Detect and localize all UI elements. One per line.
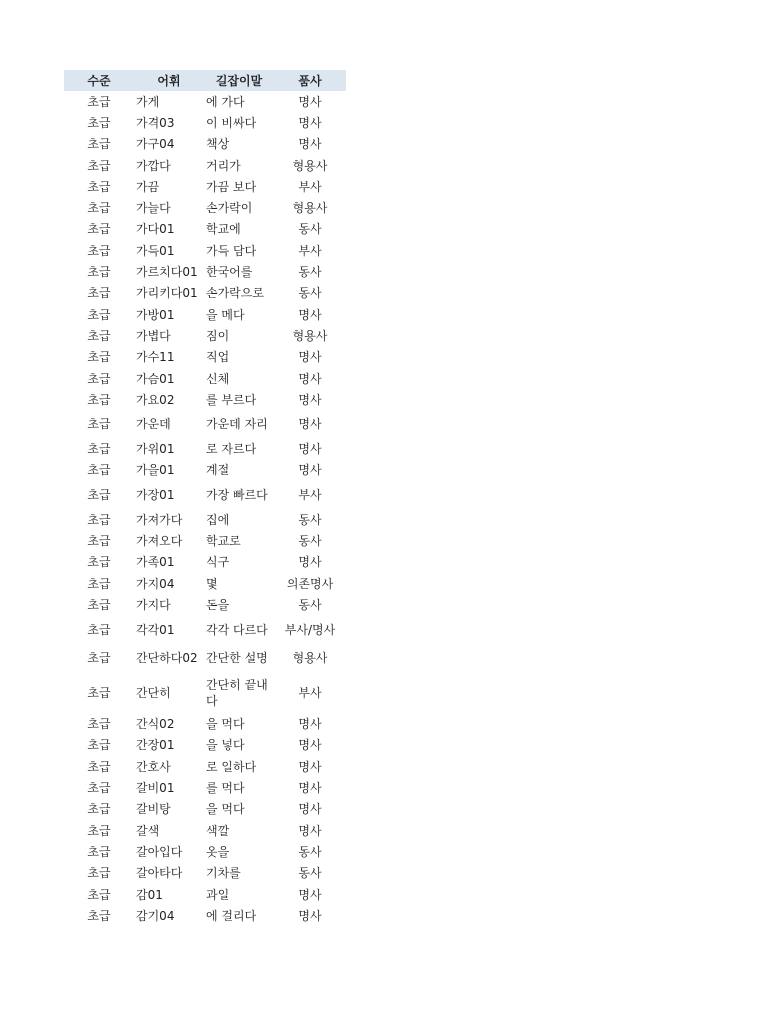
cell-word: 가을01	[136, 463, 175, 478]
cell-level: 초급	[87, 463, 111, 478]
cell-pos: 형용사	[292, 201, 328, 216]
table-row	[64, 91, 346, 112]
cell-word: 갈아타다	[136, 866, 183, 881]
cell-pos: 명사	[298, 307, 322, 322]
cell-level: 초급	[87, 137, 111, 152]
cell-word: 감01	[136, 887, 163, 902]
cell-guide: 색깔	[206, 823, 230, 838]
cell-guide: 신체	[206, 371, 230, 386]
cell-pos: 명사	[298, 738, 322, 753]
cell-guide: 을 먹다	[206, 717, 245, 732]
cell-guide: 각각 다르다	[206, 622, 268, 637]
table-row	[64, 714, 346, 735]
cell-word: 가슴01	[136, 371, 175, 386]
cell-level: 초급	[87, 512, 111, 527]
cell-guide: 직업	[206, 350, 230, 365]
cell-guide: 과일	[206, 887, 230, 902]
table-row	[64, 481, 346, 509]
cell-level: 초급	[87, 802, 111, 817]
cell-pos: 명사	[298, 717, 322, 732]
cell-level: 초급	[87, 328, 111, 343]
table-row	[64, 644, 346, 672]
cell-level: 초급	[87, 442, 111, 457]
cell-level: 초급	[87, 738, 111, 753]
table-row	[64, 155, 346, 176]
cell-word: 가지04	[136, 576, 175, 591]
cell-word: 가깝다	[136, 158, 171, 173]
table-row	[64, 460, 346, 481]
cell-guide: 돈을	[206, 597, 230, 612]
table-row	[64, 777, 346, 798]
cell-pos: 형용사	[292, 328, 328, 343]
cell-word: 갈비탕	[136, 802, 171, 817]
cell-guide: 학교에	[206, 222, 241, 237]
cell-pos: 명사	[298, 350, 322, 365]
header-guide: 길잡이말	[215, 74, 263, 88]
cell-word: 가게	[136, 94, 160, 109]
table-row	[64, 735, 346, 756]
cell-word: 간호사	[136, 759, 171, 774]
cell-pos: 형용사	[292, 158, 328, 173]
table-row	[64, 261, 346, 282]
cell-pos: 형용사	[292, 650, 328, 665]
table-row	[64, 884, 346, 905]
cell-pos: 동사	[298, 512, 322, 527]
cell-guide: 가운데 자리	[206, 417, 268, 432]
cell-guide: 손가락이	[206, 201, 253, 216]
cell-word: 가져가다	[136, 512, 183, 527]
header-row	[64, 70, 346, 91]
cell-level: 초급	[87, 844, 111, 859]
cell-pos: 명사	[298, 137, 322, 152]
cell-guide: 이 비싸다	[206, 115, 257, 130]
cell-pos: 동사	[298, 265, 322, 280]
cell-level: 초급	[87, 222, 111, 237]
cell-level: 초급	[87, 597, 111, 612]
cell-pos: 명사	[298, 94, 322, 109]
cell-level: 초급	[87, 265, 111, 280]
cell-word: 갈색	[136, 823, 160, 838]
cell-level: 초급	[87, 908, 111, 923]
cell-pos: 명사	[298, 887, 322, 902]
cell-word: 가끔	[136, 179, 160, 194]
cell-level: 초급	[87, 179, 111, 194]
table-row	[64, 530, 346, 551]
table-row	[64, 509, 346, 530]
cell-guide: 를 먹다	[206, 781, 245, 796]
cell-pos: 동사	[298, 597, 322, 612]
cell-level: 초급	[87, 243, 111, 258]
table-body	[64, 91, 346, 927]
cell-level: 초급	[87, 650, 111, 665]
table-row	[64, 240, 346, 261]
cell-word: 가운데	[136, 417, 171, 432]
cell-guide: 을 넣다	[206, 738, 245, 753]
cell-word: 가득01	[136, 243, 175, 258]
cell-pos: 부사	[298, 685, 322, 700]
cell-guide: 거리가	[206, 158, 241, 173]
table-row	[64, 672, 346, 714]
cell-word: 가볍다	[136, 328, 171, 343]
table-row	[64, 219, 346, 240]
cell-level: 초급	[87, 115, 111, 130]
table-row	[64, 905, 346, 926]
table-row	[64, 347, 346, 368]
cell-guide: 로 자르다	[206, 442, 257, 457]
cell-guide: 학교로	[206, 533, 241, 548]
cell-level: 초급	[87, 759, 111, 774]
cell-pos: 명사	[298, 442, 322, 457]
cell-guide: 기차를	[206, 866, 241, 881]
cell-pos: 명사	[298, 463, 322, 478]
table-row	[64, 389, 346, 410]
cell-word: 가격03	[136, 115, 175, 130]
cell-guide: 가끔 보다	[206, 179, 257, 194]
table-row	[64, 756, 346, 777]
cell-guide: 간단히 끝내다	[206, 677, 268, 708]
cell-pos: 명사	[298, 781, 322, 796]
header-pos: 품사	[298, 74, 322, 88]
table-row	[64, 304, 346, 325]
cell-guide: 손가락으로	[206, 286, 264, 301]
cell-pos: 동사	[298, 533, 322, 548]
table-row	[64, 820, 346, 841]
table-row	[64, 410, 346, 438]
cell-level: 초급	[87, 781, 111, 796]
cell-guide: 로 일하다	[206, 759, 257, 774]
cell-guide: 계절	[206, 463, 230, 478]
cell-word: 가수11	[136, 350, 175, 365]
cell-pos: 동사	[298, 222, 322, 237]
cell-guide: 을 먹다	[206, 802, 245, 817]
cell-pos: 동사	[298, 866, 322, 881]
cell-word: 갈아입다	[136, 844, 183, 859]
cell-word: 갈비01	[136, 781, 175, 796]
cell-word: 가족01	[136, 555, 175, 570]
cell-guide: 집에	[206, 512, 230, 527]
cell-level: 초급	[87, 622, 111, 637]
cell-level: 초급	[87, 392, 111, 407]
cell-pos: 명사	[298, 759, 322, 774]
cell-guide: 를 부르다	[206, 392, 257, 407]
cell-pos: 부사/명사	[284, 622, 336, 637]
cell-level: 초급	[87, 201, 111, 216]
cell-word: 가다01	[136, 222, 175, 237]
cell-word: 가늘다	[136, 201, 171, 216]
cell-level: 초급	[87, 533, 111, 548]
table-row	[64, 112, 346, 133]
cell-word: 가방01	[136, 307, 175, 322]
cell-guide: 식구	[206, 555, 230, 570]
cell-level: 초급	[87, 685, 111, 700]
cell-pos: 부사	[298, 243, 322, 258]
table-row	[64, 841, 346, 862]
cell-level: 초급	[87, 887, 111, 902]
cell-guide: 에 가다	[206, 94, 245, 109]
cell-word: 가장01	[136, 488, 175, 503]
table-row	[64, 176, 346, 197]
table-row	[64, 325, 346, 346]
cell-pos: 동사	[298, 844, 322, 859]
cell-word: 간식02	[136, 717, 175, 732]
cell-pos: 부사	[298, 179, 322, 194]
cell-word: 감기04	[136, 908, 175, 923]
cell-pos: 명사	[298, 371, 322, 386]
cell-word: 가지다	[136, 597, 171, 612]
cell-guide: 가득 담다	[206, 243, 257, 258]
cell-guide: 옷을	[206, 844, 230, 859]
cell-pos: 명사	[298, 802, 322, 817]
cell-pos: 동사	[298, 286, 322, 301]
cell-level: 초급	[87, 94, 111, 109]
table-row	[64, 438, 346, 459]
cell-word: 가요02	[136, 392, 175, 407]
cell-level: 초급	[87, 286, 111, 301]
table-row	[64, 799, 346, 820]
cell-guide: 짐이	[206, 328, 230, 343]
cell-guide: 에 걸리다	[206, 908, 257, 923]
cell-word: 가구04	[136, 137, 175, 152]
table-row	[64, 863, 346, 884]
table-row	[64, 594, 346, 615]
cell-level: 초급	[87, 350, 111, 365]
vocabulary-sheet	[64, 70, 346, 927]
cell-pos: 명사	[298, 555, 322, 570]
table-row	[64, 134, 346, 155]
cell-guide: 가장 빠르다	[206, 488, 268, 503]
table-row	[64, 368, 346, 389]
cell-guide: 간단한 설명	[206, 650, 268, 665]
cell-guide: 몇	[206, 576, 218, 591]
cell-guide: 책상	[206, 137, 230, 152]
cell-level: 초급	[87, 866, 111, 881]
cell-pos: 명사	[298, 908, 322, 923]
cell-pos: 의존명사	[286, 576, 334, 591]
table-row	[64, 197, 346, 218]
cell-word: 가리키다01	[136, 286, 198, 301]
header-word: 어휘	[157, 74, 181, 88]
cell-level: 초급	[87, 576, 111, 591]
table-row	[64, 573, 346, 594]
cell-level: 초급	[87, 823, 111, 838]
cell-level: 초급	[87, 371, 111, 386]
cell-level: 초급	[87, 488, 111, 503]
cell-word: 가져오다	[136, 533, 183, 548]
table-row	[64, 616, 346, 644]
cell-guide: 을 메다	[206, 307, 245, 322]
cell-level: 초급	[87, 158, 111, 173]
cell-pos: 부사	[298, 488, 322, 503]
cell-word: 각각01	[136, 622, 175, 637]
vocabulary-table	[64, 70, 346, 927]
cell-level: 초급	[87, 717, 111, 732]
cell-pos: 명사	[298, 115, 322, 130]
cell-word: 가위01	[136, 442, 175, 457]
table-row	[64, 552, 346, 573]
cell-pos: 명사	[298, 823, 322, 838]
cell-level: 초급	[87, 555, 111, 570]
header-level: 수준	[87, 74, 111, 88]
cell-word: 간단히	[136, 685, 171, 700]
cell-level: 초급	[87, 307, 111, 322]
cell-word: 가르치다01	[136, 265, 198, 280]
cell-pos: 명사	[298, 392, 322, 407]
cell-guide: 한국어를	[206, 265, 253, 280]
cell-pos: 명사	[298, 417, 322, 432]
table-row	[64, 283, 346, 304]
cell-word: 간장01	[136, 738, 175, 753]
cell-level: 초급	[87, 417, 111, 432]
cell-word: 간단하다02	[136, 650, 198, 665]
